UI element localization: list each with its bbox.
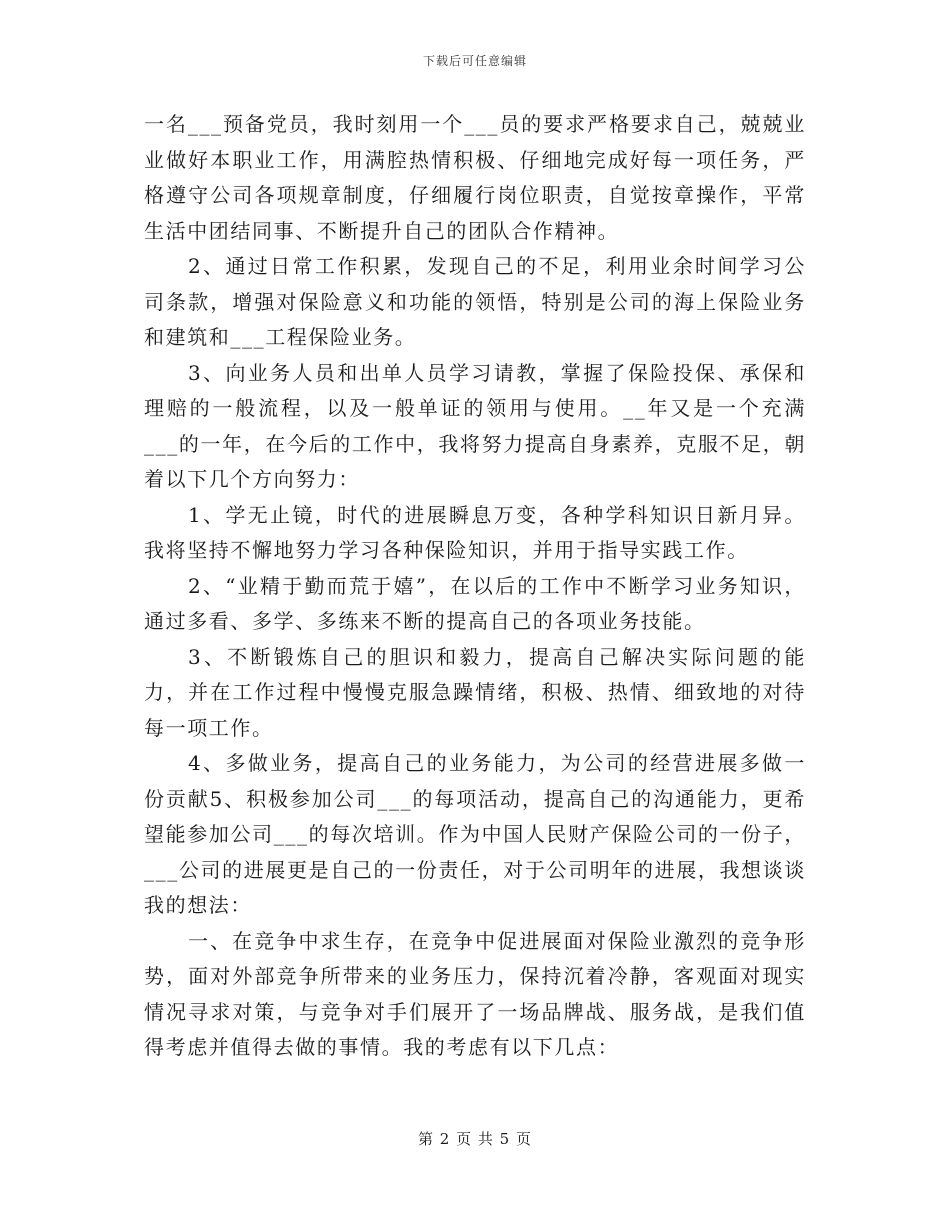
paragraph-section-one: 一、在竞争中求生存，在竞争中促进展面对保险业激烈的竞争形势，面对外部竞争所带来的业务压力，保持沉着冷静，客观面对现实情况寻求对策，与竞争对手们展开了一场品牌战、服务战，是我们值得考虑并值得去做的事情。我的考虑有以下几点： [144,928,806,1059]
page-footer: 第 2 页 共 5 页 [418,1130,532,1148]
paragraph-goal-4-5: 4、多做业务，提高自己的业务能力，为公司的经营进展多做一份贡献5、积极参加公司___的每项活动，提高自己的沟通能力，更希望能参加公司___的每次培训。作为中国人民财产保险公司的一份子，___公司的进展更是自己的一份责任，对于公司明年的进展，我想谈谈我的想法： [144,751,806,917]
document-body [144,107,806,1066]
paragraph-goal-2: 2、“业精于勤而荒于嬉”，在以后的工作中不断学习业务知识，通过多看、多学、多练来不断的提高自己的各项业务技能。 [144,573,806,633]
paragraph-goal-3: 3、不断锻炼自己的胆识和毅力，提高自己解决实际问题的能力，并在工作过程中慢慢克服急躁情绪，积极、热情、细致地的对待每一项工作。 [144,644,806,740]
paragraph-party-member: 一名___预备党员，我时刻用一个___员的要求严格要求自己，兢兢业业做好本职业工作，用满腔热情积极、仔细地完成好每一项任务，严格遵守公司各项规章制度，仔细履行岗位职责，自觉按章操作，平常生活中团结同事、不断提升自己的团队合作精神。 [144,112,806,243]
paragraph-item-2-study: 2、通过日常工作积累，发现自己的不足，利用业余时间学习公司条款，增强对保险意义和功能的领悟，特别是公司的海上保险业务和建筑和___工程保险业务。 [144,254,806,349]
page-header: 下载后可任意编辑 [422,54,527,68]
paragraph-item-3-learn: 3、向业务人员和出单人员学习请教，掌握了保险投保、承保和理赔的一般流程，以及一般单证的领用与使用。__年又是一个充满___的一年，在今后的工作中，我将努力提高自身素养，克服不足，朝着以下几个方向努力： [144,360,806,491]
paragraph-goal-1: 1、学无止镜，时代的进展瞬息万变，各种学科知识日新月异。我将坚持不懈地努力学习各种保险知识，并用于指导实践工作。 [144,502,806,562]
